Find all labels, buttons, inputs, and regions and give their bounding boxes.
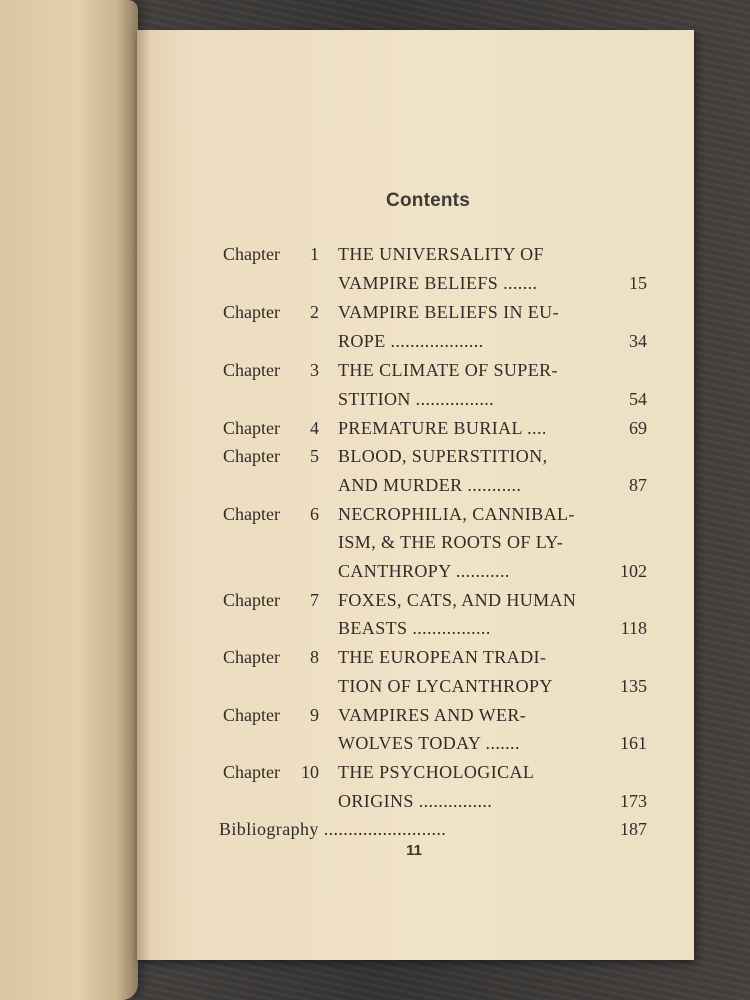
chapter-page-number: 69 [629, 418, 647, 438]
chapter-title-line: THE UNIVERSALITY OF [338, 244, 544, 264]
chapter-label: Chapter [223, 446, 280, 466]
book-page [137, 30, 694, 960]
chapter-label: Chapter [223, 647, 280, 667]
chapter-label: Chapter [223, 360, 280, 380]
chapter-title-line: ORIGINS ............... [338, 791, 493, 811]
chapter-page-number: 54 [629, 389, 647, 409]
chapter-number: 9 [310, 705, 319, 725]
left-page-edge [0, 0, 138, 1000]
chapter-page-number: 135 [620, 676, 647, 696]
chapter-page-number: 173 [620, 791, 647, 811]
chapter-title-line: TION OF LYCANTHROPY [338, 676, 553, 696]
chapter-page-number: 102 [620, 561, 647, 581]
chapter-number: 6 [310, 504, 319, 524]
chapter-page-number: 34 [629, 331, 647, 351]
chapter-title-line: NECROPHILIA, CANNIBAL- [338, 504, 575, 524]
chapter-number: 1 [310, 244, 319, 264]
bibliography-entry: Bibliography ......................... [219, 819, 447, 839]
chapter-title-line: STITION ................ [338, 389, 495, 409]
chapter-number: 3 [310, 360, 319, 380]
chapter-label: Chapter [223, 504, 280, 524]
chapter-title-line: AND MURDER ........... [338, 475, 522, 495]
chapter-number: 7 [310, 590, 319, 610]
chapter-label: Chapter [223, 244, 280, 264]
chapter-label: Chapter [223, 705, 280, 725]
chapter-title-line: BEASTS ................ [338, 618, 491, 638]
bibliography-page-number: 187 [620, 819, 647, 839]
chapter-number: 4 [310, 418, 319, 438]
chapter-page-number: 161 [620, 733, 647, 753]
chapter-page-number: 118 [620, 618, 647, 638]
chapter-title-line: WOLVES TODAY ....... [338, 733, 520, 753]
chapter-label: Chapter [223, 302, 280, 322]
chapter-title-line: ROPE ................... [338, 331, 484, 351]
chapter-number: 5 [310, 446, 319, 466]
chapter-number: 8 [310, 647, 319, 667]
chapter-title-line: BLOOD, SUPERSTITION, [338, 446, 548, 466]
contents-heading: Contents [386, 190, 470, 211]
chapter-label: Chapter [223, 418, 280, 438]
chapter-page-number: 87 [629, 475, 647, 495]
chapter-title-line: THE PSYCHOLOGICAL [338, 762, 535, 782]
chapter-title-line: ISM, & THE ROOTS OF LY- [338, 532, 564, 552]
chapter-number: 2 [310, 302, 319, 322]
chapter-number: 10 [301, 762, 319, 782]
chapter-title-line: CANTHROPY ........... [338, 561, 510, 581]
page-number: 11 [406, 842, 422, 859]
chapter-title-line: VAMPIRE BELIEFS ....... [338, 273, 538, 293]
chapter-title-line: FOXES, CATS, AND HUMAN [338, 590, 577, 610]
chapter-title-line: THE EUROPEAN TRADI- [338, 647, 547, 667]
chapter-label: Chapter [223, 590, 280, 610]
chapter-title-line: VAMPIRES AND WER- [338, 705, 527, 725]
chapter-label: Chapter [223, 762, 280, 782]
chapter-title-line: THE CLIMATE OF SUPER- [338, 360, 558, 380]
chapter-title-line: VAMPIRE BELIEFS IN EU- [338, 302, 559, 322]
table-of-contents [137, 30, 694, 960]
chapter-page-number: 15 [629, 273, 647, 293]
chapter-title-line: PREMATURE BURIAL .... [338, 418, 547, 438]
